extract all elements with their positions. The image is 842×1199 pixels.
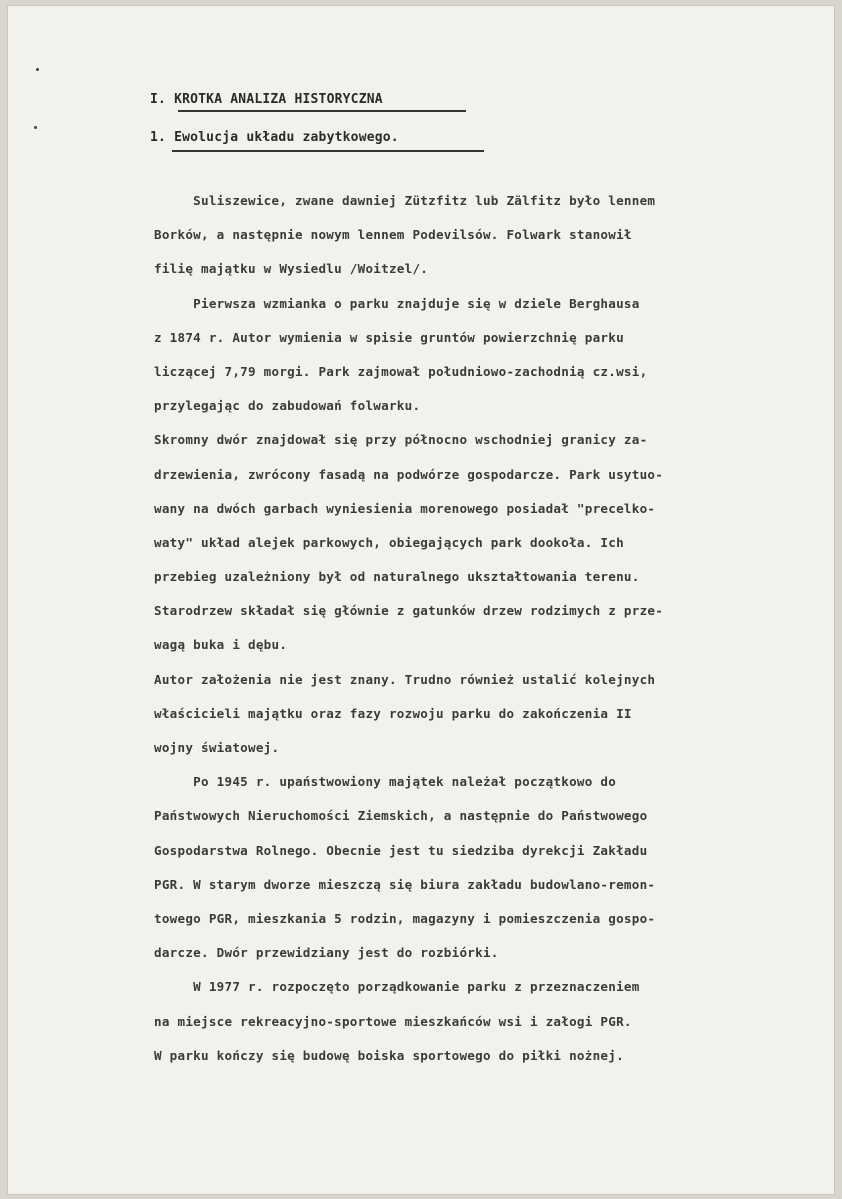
body-text [154, 184, 824, 1073]
subheading-underline [172, 150, 484, 152]
text-line: liczącej 7,79 morgi. Park zajmował południowo-zachodnią cz.wsi, [154, 363, 648, 379]
text-line: Po 1945 r. upaństwowiony majątek należał początkowo do [154, 774, 617, 790]
subsection-heading: 1. Ewolucja układu zabytkowego. [150, 130, 399, 145]
text-line: wojny światowej. [154, 740, 280, 755]
text-line: przylegając do zabudowań folwarku. [154, 398, 421, 414]
text-line: filię majątku w Wysiedlu /Woitzel/. [154, 261, 429, 277]
text-line: towego PGR, mieszkania 5 rodzin, magazyny i pomieszczenia gospo- [154, 910, 656, 926]
text-line: PGR. W starym dworze mieszczą się biura zakładu budowlano-remon- [154, 876, 656, 892]
text-line: drzewienia, zwrócony fasadą na podwórze gospodarcze. Park usytuo- [154, 466, 664, 482]
document-page [8, 6, 834, 1194]
text-line: W 1977 r. rozpoczęto porządkowanie parku z przeznaczeniem [154, 979, 640, 995]
text-line: Autor założenia nie jest znany. Trudno również ustalić kolejnych [154, 671, 656, 687]
heading-underline [178, 110, 466, 112]
text-line: z 1874 r. Autor wymienia w spisie gruntów powierzchnię parku [154, 329, 624, 345]
text-line: Borków, a następnie nowym lennem Podevilsów. Folwark stanowił [154, 227, 632, 243]
margin-dot [36, 68, 39, 71]
text-line: waty" układ alejek parkowych, obiegających park dookoła. Ich [154, 534, 624, 550]
text-line: wany na dwóch garbach wyniesienia morenowego posiadał "precelko- [154, 500, 656, 516]
text-line: W parku kończy się budowę boiska sportowego do piłki nożnej. [154, 1047, 624, 1063]
margin-dot [34, 126, 37, 129]
text-line: wagą buka i dębu. [154, 637, 288, 653]
text-line: Gospodarstwa Rolnego. Obecnie jest tu siedziba dyrekcji Zakładu [154, 842, 648, 858]
text-line: Pierwsza wzmianka o parku znajduje się w dziele Berghausa [154, 295, 640, 311]
text-line: Suliszewice, zwane dawniej Zützfitz lub Zälfitz było lennem [154, 193, 656, 208]
text-line: przebieg uzależniony był od naturalnego ukształtowania terenu. [154, 569, 640, 585]
text-line: na miejsce rekreacyjno-sportowe mieszkańców wsi i załogi PGR. [154, 1013, 632, 1029]
text-line: darcze. Dwór przewidziany jest do rozbiórki. [154, 945, 499, 961]
text-line: Państwowych Nieruchomości Ziemskich, a następnie do Państwowego [154, 808, 648, 824]
text-line: Starodrzew składał się głównie z gatunków drzew rodzimych z prze- [154, 603, 664, 619]
text-line: właścicieli majątku oraz fazy rozwoju parku do zakończenia II [154, 705, 632, 721]
text-line: Skromny dwór znajdował się przy północno wschodniej granicy za- [154, 432, 648, 448]
section-heading: I. KROTKA ANALIZA HISTORYCZNA [150, 92, 383, 107]
